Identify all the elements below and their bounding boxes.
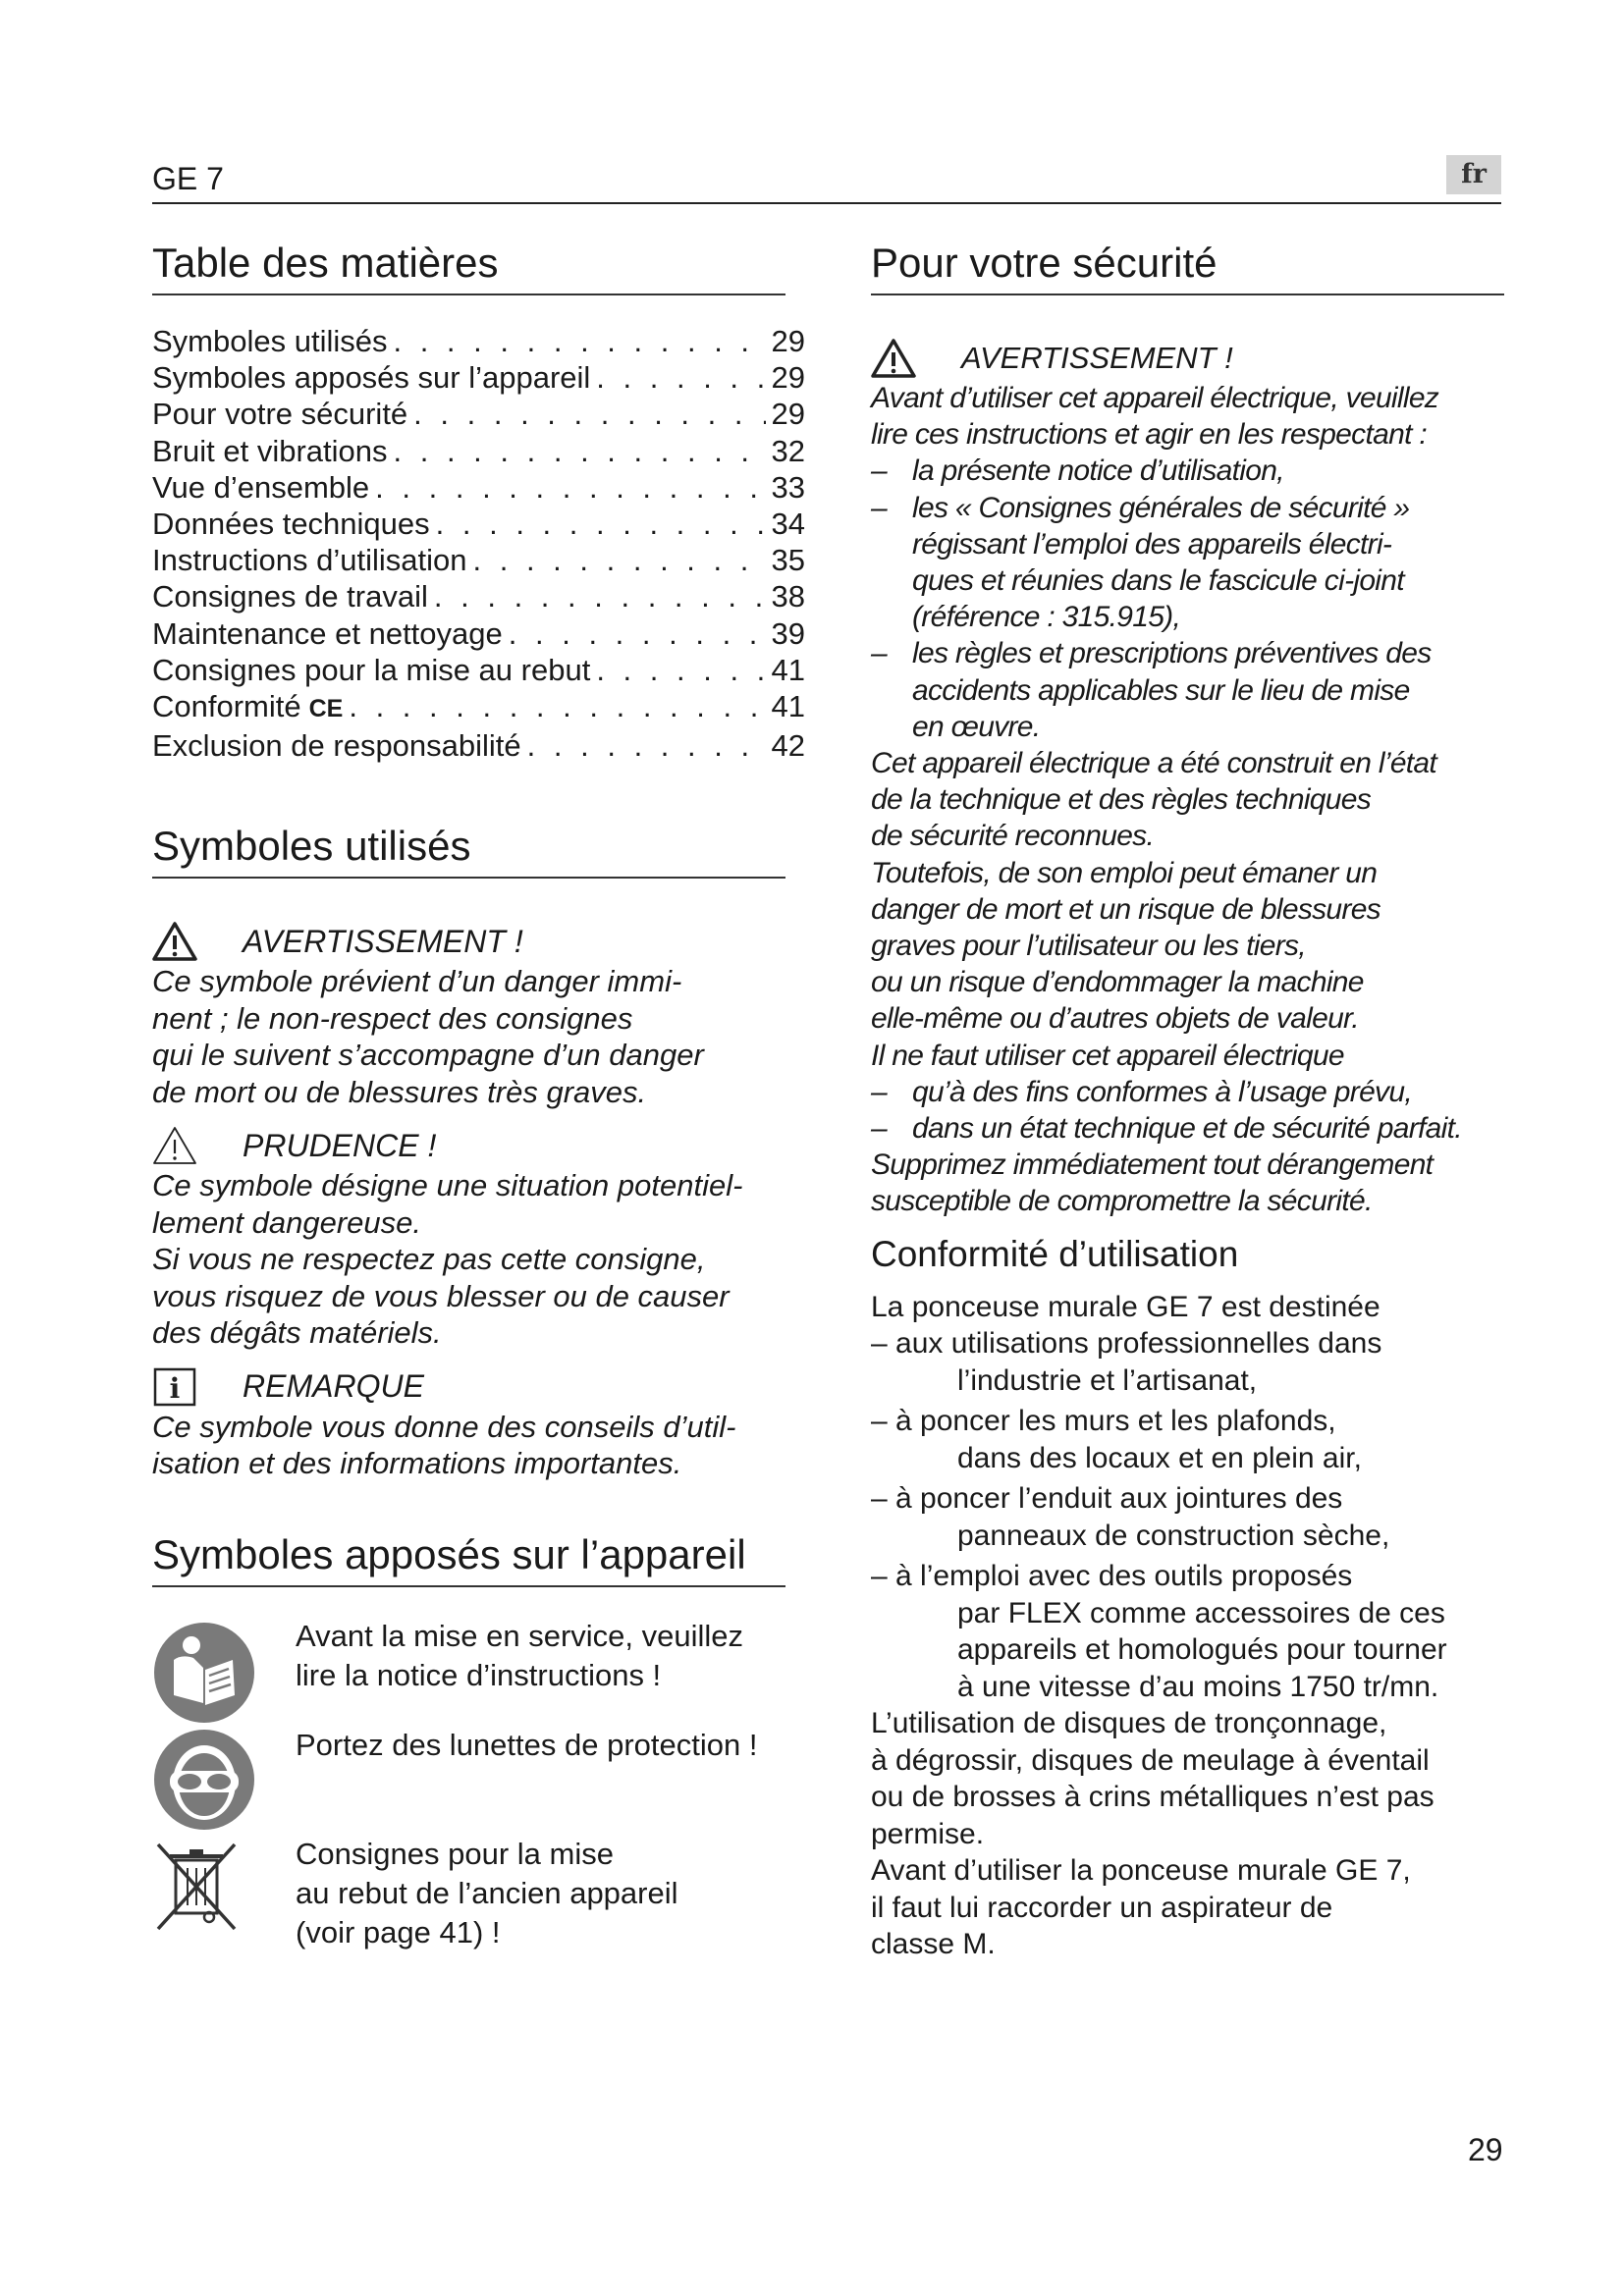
warning-triangle-icon — [871, 339, 916, 378]
symbol-row-goggles — [152, 1728, 805, 1837]
list-item: – à l’emploi avec des outils proposés par FLEX comme accessoires de ces appareils et homologués pour tourner à une vitesse d’au moins 1750 tr/mn. — [871, 1560, 1447, 1703]
info-icon — [152, 1367, 197, 1407]
list-item: – les « Consignes générales de sécurité » régissant l’emploi des appareils électri- ques et réunies dans le fascicule ci-joint (référence : 315.915), — [871, 491, 1410, 634]
language-badge: fr — [1446, 155, 1501, 194]
warning-text: Ce symbole prévient d’un danger immi- nent ; le non-respect des consignes qui le suivent s’accompagne d’un danger de mort ou de blessures très graves. — [152, 964, 704, 1109]
toc-item[interactable]: Bruit et vibrations . . . 32 — [152, 433, 805, 469]
list-item: – à poncer les murs et les plafonds, dans des locaux et en plein air, — [871, 1405, 1362, 1474]
model-name: GE 7 — [152, 161, 224, 196]
list-item: – dans un état technique et de sécurité parfait. — [871, 1112, 1462, 1146]
caution-head: PRUDENCE ! — [152, 1124, 805, 1167]
symbol-text: Portez des lunettes de protection ! — [296, 1727, 758, 1762]
warning-triangle-icon — [152, 922, 197, 961]
crossed-bin-icon — [152, 1837, 241, 1933]
symbol-row-disposal — [152, 1837, 805, 1952]
symbol-text: Avant la mise en service, veuillez — [296, 1618, 744, 1653]
caution-triangle-icon — [152, 1126, 197, 1165]
caution-text: Ce symbole désigne une situation potentiel- lement dangereuse. Si vous ne respectez pas cette consigne, vous risquez de vous blesser ou de causer des dégâts matériels. — [152, 1168, 743, 1351]
toc-item[interactable]: Conformité CE . . . 41 — [152, 688, 805, 727]
list-item: – qu’à des fins conformes à l’usage prévu, — [871, 1075, 1412, 1108]
device-symbols-title: Symboles apposés sur l’appareil — [152, 1527, 785, 1587]
symbols-used-title: Symboles utilisés — [152, 819, 785, 879]
warning-head: AVERTISSEMENT ! — [152, 920, 805, 963]
ce-mark: CE — [308, 695, 344, 723]
list-item: – à poncer l’enduit aux jointures des panneaux de construction sèche, — [871, 1482, 1390, 1552]
toc-item[interactable]: Exclusion de responsabilité . . . 42 — [152, 727, 805, 764]
right-column — [871, 236, 1509, 1963]
safety-goggles-icon — [152, 1728, 256, 1832]
symbol-text: lire la notice d’instructions ! — [296, 1657, 662, 1692]
list-item: – les règles et prescriptions préventives des accidents applicables sur le lieu de mise en œuvre. — [871, 637, 1432, 743]
list-item: – aux utilisations professionnelles dans l’industrie et l’artisanat, — [871, 1327, 1382, 1397]
safety-title: Pour votre sécurité — [871, 236, 1504, 295]
note-text: Ce symbole vous donne des conseils d’util- isation et des informations importantes. — [152, 1409, 736, 1481]
toc-item[interactable]: Instructions d’utilisation . . . 35 — [152, 542, 805, 578]
page-number: 29 — [1468, 2132, 1503, 2167]
symbol-text: au rebut de l’ancien appareil — [296, 1875, 678, 1910]
header-rule — [152, 202, 1501, 204]
toc-title: Table des matières — [152, 236, 785, 295]
toc-item[interactable]: Pour votre sécurité . . . 29 — [152, 396, 805, 432]
conformity-title: Conformité d’utilisation — [871, 1233, 1239, 1274]
toc-item[interactable]: Symboles apposés sur l’appareil . . . 29 — [152, 359, 805, 396]
svg-text:i: i — [169, 1371, 181, 1405]
left-column — [152, 236, 805, 1952]
list-item: – la présente notice d’utilisation, — [871, 454, 1284, 488]
toc-item[interactable]: Consignes pour la mise au rebut . . . 41 — [152, 652, 805, 688]
symbol-row-manual — [152, 1618, 805, 1730]
conformity-text: La ponceuse murale GE 7 est destinée – aux utilisations professionnelles dans l’industrie et l’artisanat, – à poncer les murs et les plafonds, dans des locaux et en plein air, – à poncer l’enduit aux jointures des panneaux de construction sèche, – à l’emploi avec des outils proposés par FLEX comme accessoires de ces appareils et homologués pour tourner à une vitesse d’au moins 1750 tr/mn. L’utilisation de disques de tronçonnage, à dégrossir, disques de meulage à éventail ou de brosses à crins métalliques n’est pas permise. Avant d’utiliser la ponceuse murale GE 7, il faut lui raccorder un aspirateur de classe M. — [871, 1289, 1509, 1963]
safety-text: Avant d’utiliser cet appareil électrique, veuillez lire ces instructions et agir en les respectant : – la présente notice d’utilisation, – les « Consignes générales de sécurité » régissant l’emploi des appareils électri- ques et réunies dans le fascicule ci-joint (référence : 315.915), – les règles et prescriptions préventives des accidents applicables sur le lieu de mise en œuvre. Cet appareil électrique a été construit en l’état de la technique et des règles techniques de sécurité reconnues. Toutefois, de son emploi peut émaner un danger de mort et un risque de blessures graves pour l’utilisateur ou les tiers, ou un risque d’endommager la machine elle-même ou d’autres objets de valeur. Il ne faut utiliser cet appareil électrique – qu’à des fins conformes à l’usage prévu, – dans un état technique et de sécurité parfait. Supprimez immédiatement tout dérangement susceptible de compromettre la sécurité. — [871, 380, 1509, 1220]
toc-item[interactable]: Consignes de travail . . . 38 — [152, 578, 805, 614]
safety-warning-head: AVERTISSEMENT ! — [871, 337, 1509, 380]
symbol-text: (voir page 41) ! — [296, 1914, 501, 1949]
toc-item[interactable]: Maintenance et nettoyage . . . 39 — [152, 615, 805, 652]
symbol-text: Consignes pour la mise — [296, 1836, 614, 1871]
toc-item[interactable]: Vue d’ensemble . . . 33 — [152, 469, 805, 506]
toc-item[interactable]: Données techniques . . . 34 — [152, 506, 805, 542]
toc-item[interactable]: Symboles utilisés . . . 29 — [152, 323, 805, 359]
table-of-contents — [152, 323, 805, 764]
note-head: i REMARQUE — [152, 1365, 805, 1409]
read-manual-icon — [152, 1621, 256, 1725]
